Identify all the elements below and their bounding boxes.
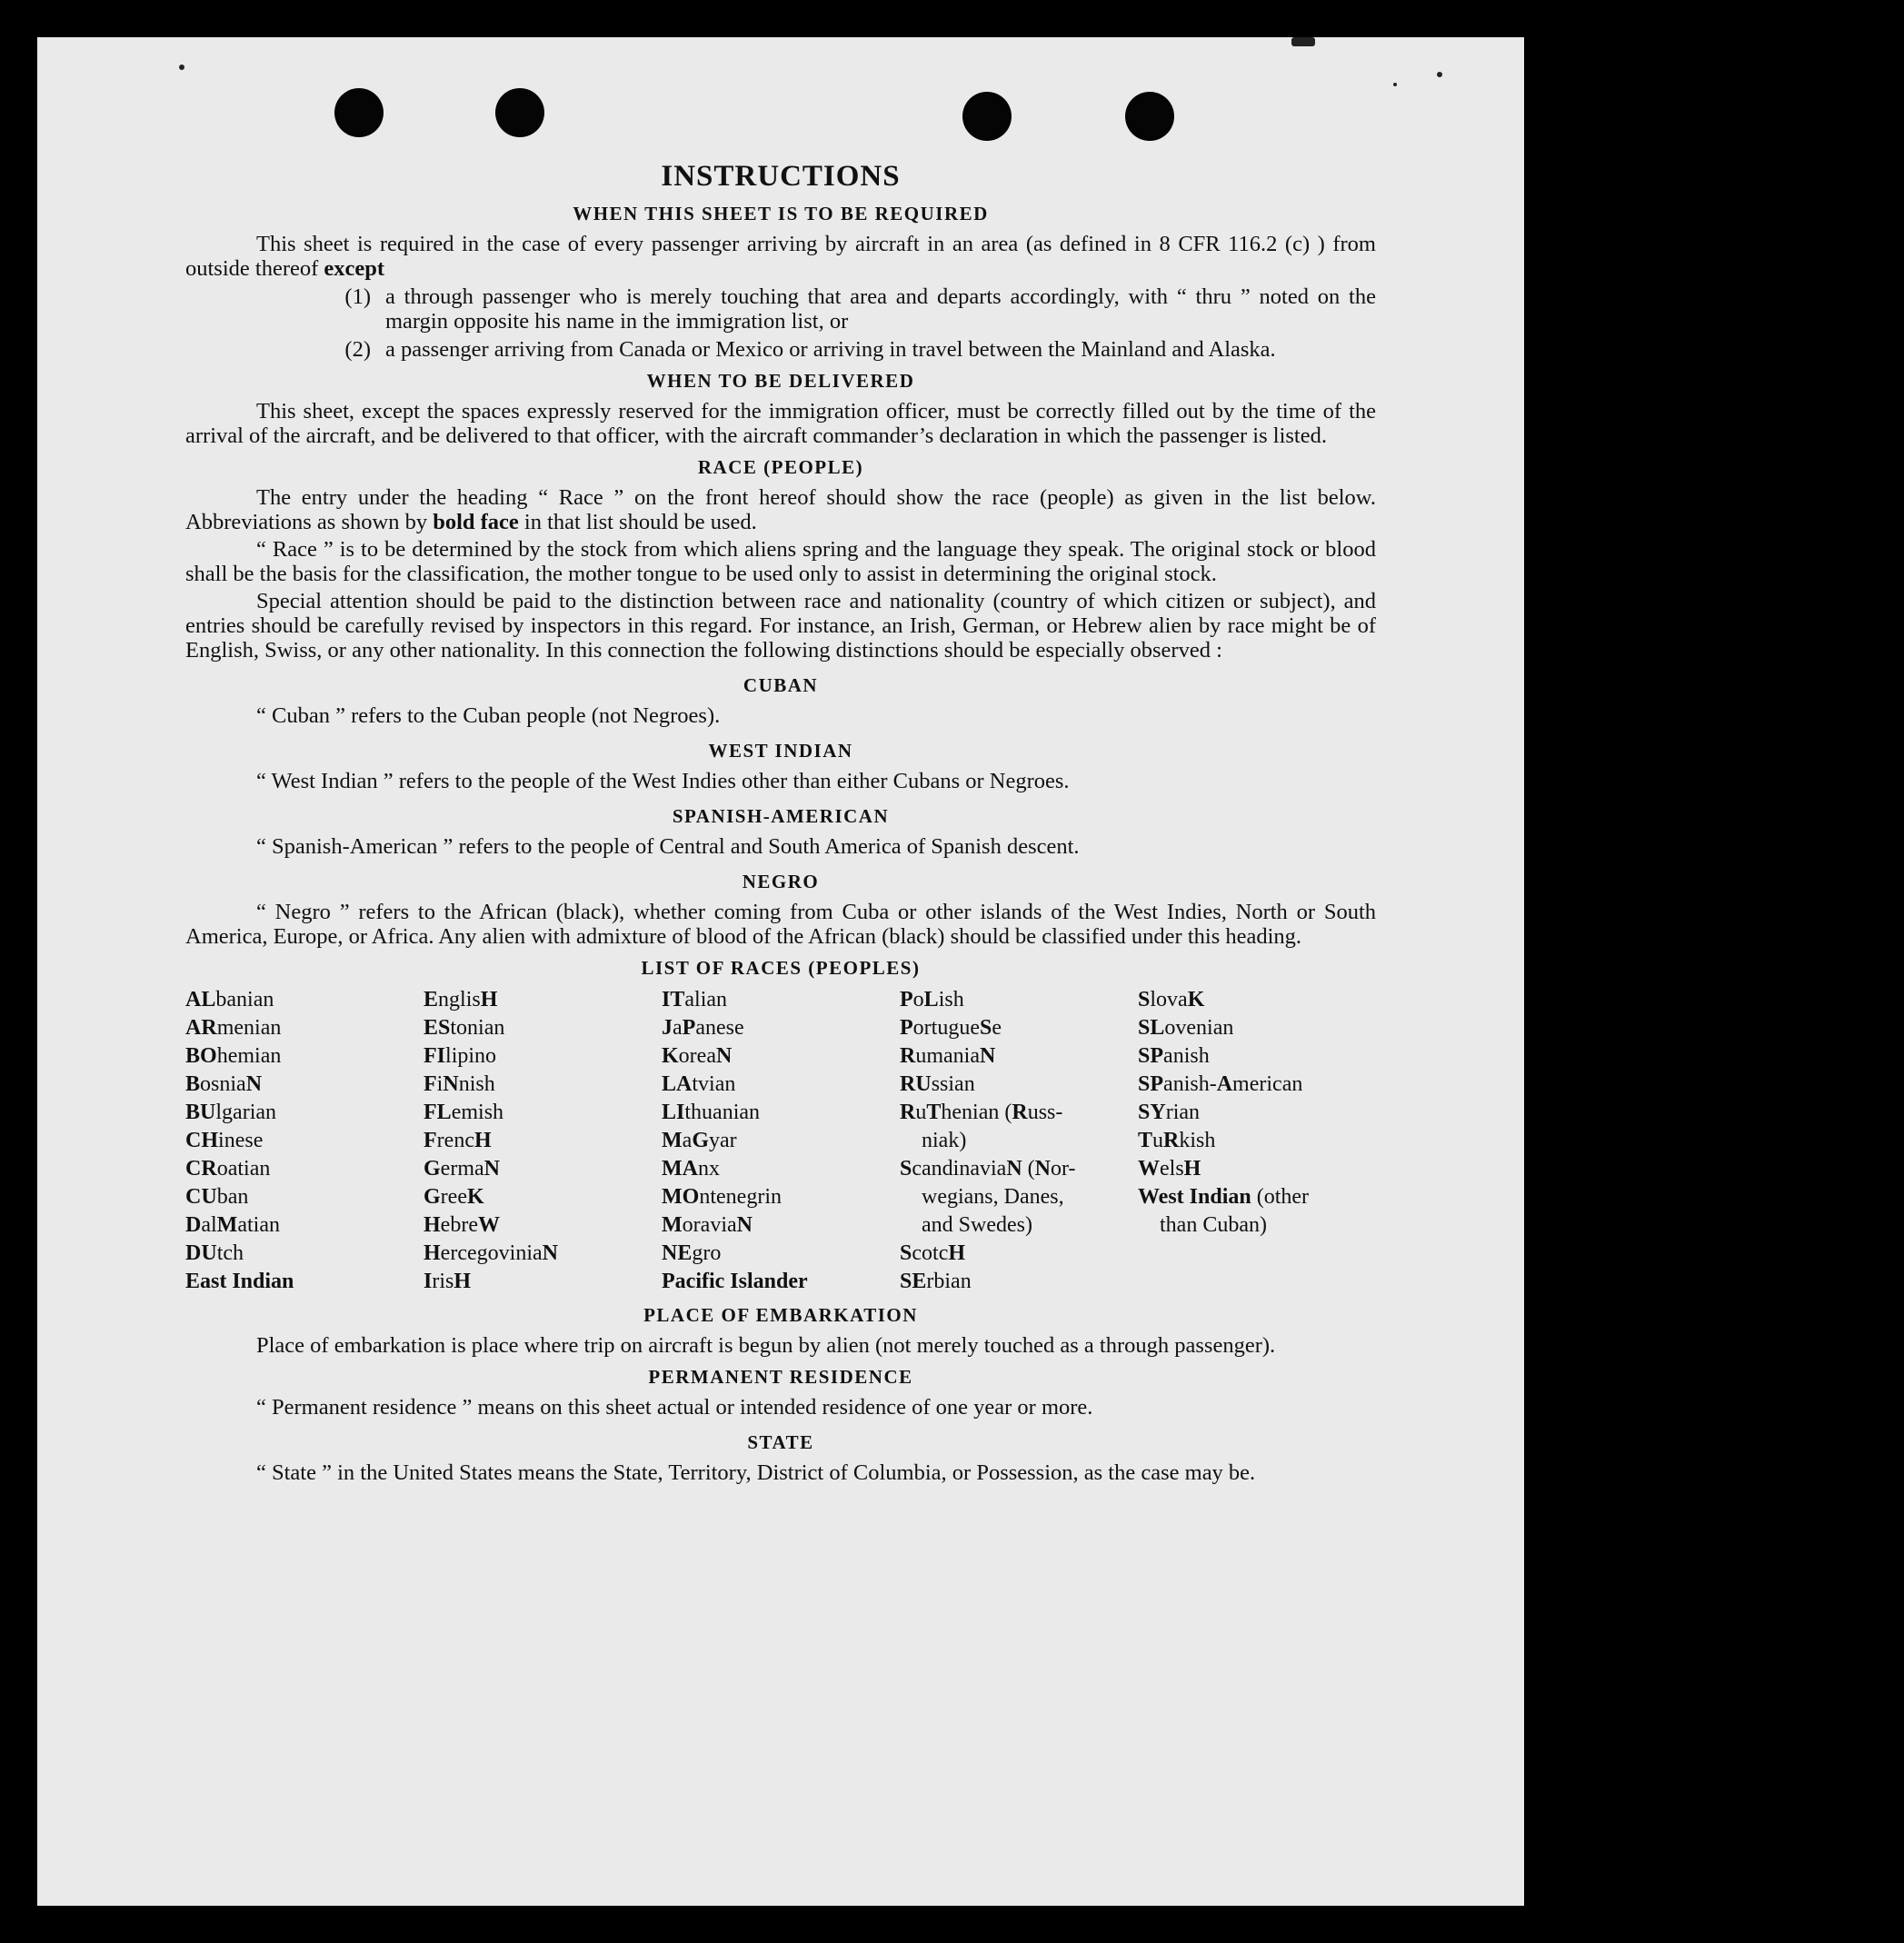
race-entry: PoLish — [900, 988, 964, 1011]
race-entry: DUtch — [185, 1241, 244, 1265]
race-entry: BOhemian — [185, 1044, 282, 1068]
race-entry: BosniaN — [185, 1072, 263, 1096]
punch-hole — [1125, 92, 1174, 141]
item-number: (2) — [344, 337, 371, 362]
race-entry: GermaN — [424, 1157, 500, 1181]
races-column — [662, 986, 900, 1296]
race-entry: WelsH — [1138, 1157, 1201, 1181]
race-entry: SPanish-American — [1138, 1072, 1303, 1096]
section-heading-state: STATE — [747, 1431, 814, 1453]
state-text: “ State ” in the United States means the State, Territory, District of Columbia, or Possession, as the case may be. — [256, 1460, 1256, 1485]
races-column — [424, 986, 662, 1296]
race-paragraph: Special attention should be paid to the distinction between race and nationality (country of which citizen or subject), and entries should be carefully revised by inspectors in this regard. For instance, an Irish, German, or Hebrew alien by race might be of English, Swiss, or any other nationality. In this connection the following distinctions should be especially observed : — [185, 589, 1376, 663]
race-entry: NEgro — [662, 1241, 722, 1265]
race-entry: than Cuban) — [1160, 1213, 1267, 1237]
race-entry: EStonian — [424, 1016, 505, 1040]
race-entry: CRoatian — [185, 1157, 271, 1181]
section-heading-residence: PERMANENT RESIDENCE — [648, 1366, 913, 1388]
race-entry: BUlgarian — [185, 1101, 277, 1124]
race-entry: ITalian — [662, 988, 728, 1011]
item-text: a passenger arriving from Canada or Mexico or arriving in travel between the Mainland and Alaska. — [385, 337, 1276, 362]
speck-mark — [1393, 83, 1397, 86]
negro-text: “ Negro ” refers to the African (black), whether coming from Cuba or other islands of the West Indies, North or South America, Europe, or Africa. Any alien with admixture of blood of the African (black) should be classified under this heading. — [185, 900, 1376, 949]
race-entry: EnglisH — [424, 988, 498, 1011]
races-column — [900, 986, 1138, 1296]
race-entry: and Swedes) — [922, 1213, 1032, 1237]
section-heading-embarkation: PLACE OF EMBARKATION — [643, 1304, 918, 1326]
section-heading-delivered: WHEN TO BE DELIVERED — [646, 370, 915, 392]
race-entry: CUban — [185, 1185, 249, 1209]
race-entry: MaGyar — [662, 1129, 737, 1152]
race-entry: niak) — [922, 1129, 967, 1152]
section-heading-spanish-american: SPANISH-AMERICAN — [672, 805, 890, 827]
item-number: (1) — [344, 284, 371, 309]
race-entry: HercegoviniaN — [424, 1241, 558, 1265]
exception-item — [185, 337, 1376, 362]
race-entry: SLovenian — [1138, 1016, 1234, 1040]
race-entry: RumaniaN — [900, 1044, 996, 1068]
race-entry: ARmenian — [185, 1016, 282, 1040]
race-entry: MOntenegrin — [662, 1185, 782, 1209]
race-entry: SlovaK — [1138, 988, 1205, 1011]
race-entry: PortugueSe — [900, 1016, 1002, 1040]
race-entry: JaPanese — [662, 1016, 744, 1040]
race-entry: LIthuanian — [662, 1101, 761, 1124]
punch-hole — [334, 88, 384, 137]
race-entry: East Indian — [185, 1270, 294, 1293]
race-entry: RuThenian (Russ- — [900, 1101, 1063, 1124]
race-entry: CHinese — [185, 1129, 264, 1152]
race-entry: DalMatian — [185, 1213, 280, 1237]
punch-hole — [495, 88, 544, 137]
speck-mark — [1291, 37, 1315, 46]
residence-text: “ Permanent residence ” means on this sheet actual or intended residence of one year or more. — [256, 1395, 1093, 1420]
page-title: INSTRUCTIONS — [661, 160, 901, 193]
race-entry: RUssian — [900, 1072, 975, 1096]
race-entry: SErbian — [900, 1270, 972, 1293]
document-page — [37, 37, 1524, 1906]
race-entry: FIlipino — [424, 1044, 497, 1068]
races-column — [185, 986, 424, 1296]
speck-mark — [1437, 72, 1442, 77]
item-text: a through passenger who is merely touching that area and departs accordingly, with “ thru ” noted on the margin opposite his name in the immigration list, or — [385, 284, 1376, 334]
race-entry: KoreaN — [662, 1044, 733, 1068]
race-entry: West Indian (other — [1138, 1185, 1310, 1209]
section-heading-west-indian: WEST INDIAN — [708, 740, 853, 762]
section-heading-cuban: CUBAN — [743, 674, 819, 696]
race-entry: LAtvian — [662, 1072, 736, 1096]
section-heading-races-list: LIST OF RACES (PEOPLES) — [641, 957, 921, 979]
race-entry: IrisH — [424, 1270, 472, 1293]
race-paragraph: The entry under the heading “ Race ” on the front hereof should show the race (people) as given in the list below. Abbreviations as shown by bold face in that list should be used. — [185, 485, 1376, 534]
race-entry: SYrian — [1138, 1101, 1201, 1124]
race-entry: HebreW — [424, 1213, 500, 1237]
race-entry: MoraviaN — [662, 1213, 753, 1237]
section-heading-race: RACE (PEOPLE) — [697, 456, 864, 478]
races-list — [185, 986, 1376, 1296]
race-entry: wegians, Danes, — [922, 1185, 1064, 1209]
race-entry: ScandinaviaN (Nor- — [900, 1157, 1076, 1181]
required-intro: This sheet is required in the case of every passenger arriving by aircraft in an area (as defined in 8 CFR 116.2 (c) ) from outside thereof except — [185, 232, 1376, 281]
race-entry: FiNnish — [424, 1072, 495, 1096]
exception-item — [185, 284, 1376, 334]
west-indian-text: “ West Indian ” refers to the people of the West Indies other than either Cubans or Negroes. — [256, 769, 1070, 793]
race-entry: ScotcH — [900, 1241, 966, 1265]
race-entry: ALbanian — [185, 988, 274, 1011]
cuban-text: “ Cuban ” refers to the Cuban people (not Negroes). — [256, 703, 721, 728]
race-entry: SPanish — [1138, 1044, 1210, 1068]
race-entry: Pacific Islander — [662, 1270, 808, 1293]
race-entry: GreeK — [424, 1185, 484, 1209]
race-entry: FrencH — [424, 1129, 492, 1152]
instructions-content — [185, 158, 1376, 1488]
punch-hole — [962, 92, 1012, 141]
embarkation-text: Place of embarkation is place where trip on aircraft is begun by alien (not merely touched as a through passenger). — [256, 1333, 1276, 1358]
race-entry: TuRkish — [1138, 1129, 1216, 1152]
delivered-text: This sheet, except the spaces expressly reserved for the immigration officer, must be correctly filled out by the time of the arrival of the aircraft, and be delivered to that officer, with the aircraft commander’s declaration in which the passenger is listed. — [185, 399, 1376, 448]
section-heading-negro: NEGRO — [742, 871, 820, 892]
speck-mark — [179, 65, 184, 70]
race-paragraph: “ Race ” is to be determined by the stock from which aliens spring and the language they speak. The original stock or blood shall be the basis for the classification, the mother tongue to be used only to assist in determining the original stock. — [185, 537, 1376, 586]
spanish-american-text: “ Spanish-American ” refers to the people of Central and South America of Spanish descent. — [256, 834, 1080, 859]
race-entry: MAnx — [662, 1157, 720, 1181]
race-entry: FLemish — [424, 1101, 504, 1124]
section-heading-required: WHEN THIS SHEET IS TO BE REQUIRED — [573, 203, 989, 224]
races-column — [1138, 986, 1376, 1296]
